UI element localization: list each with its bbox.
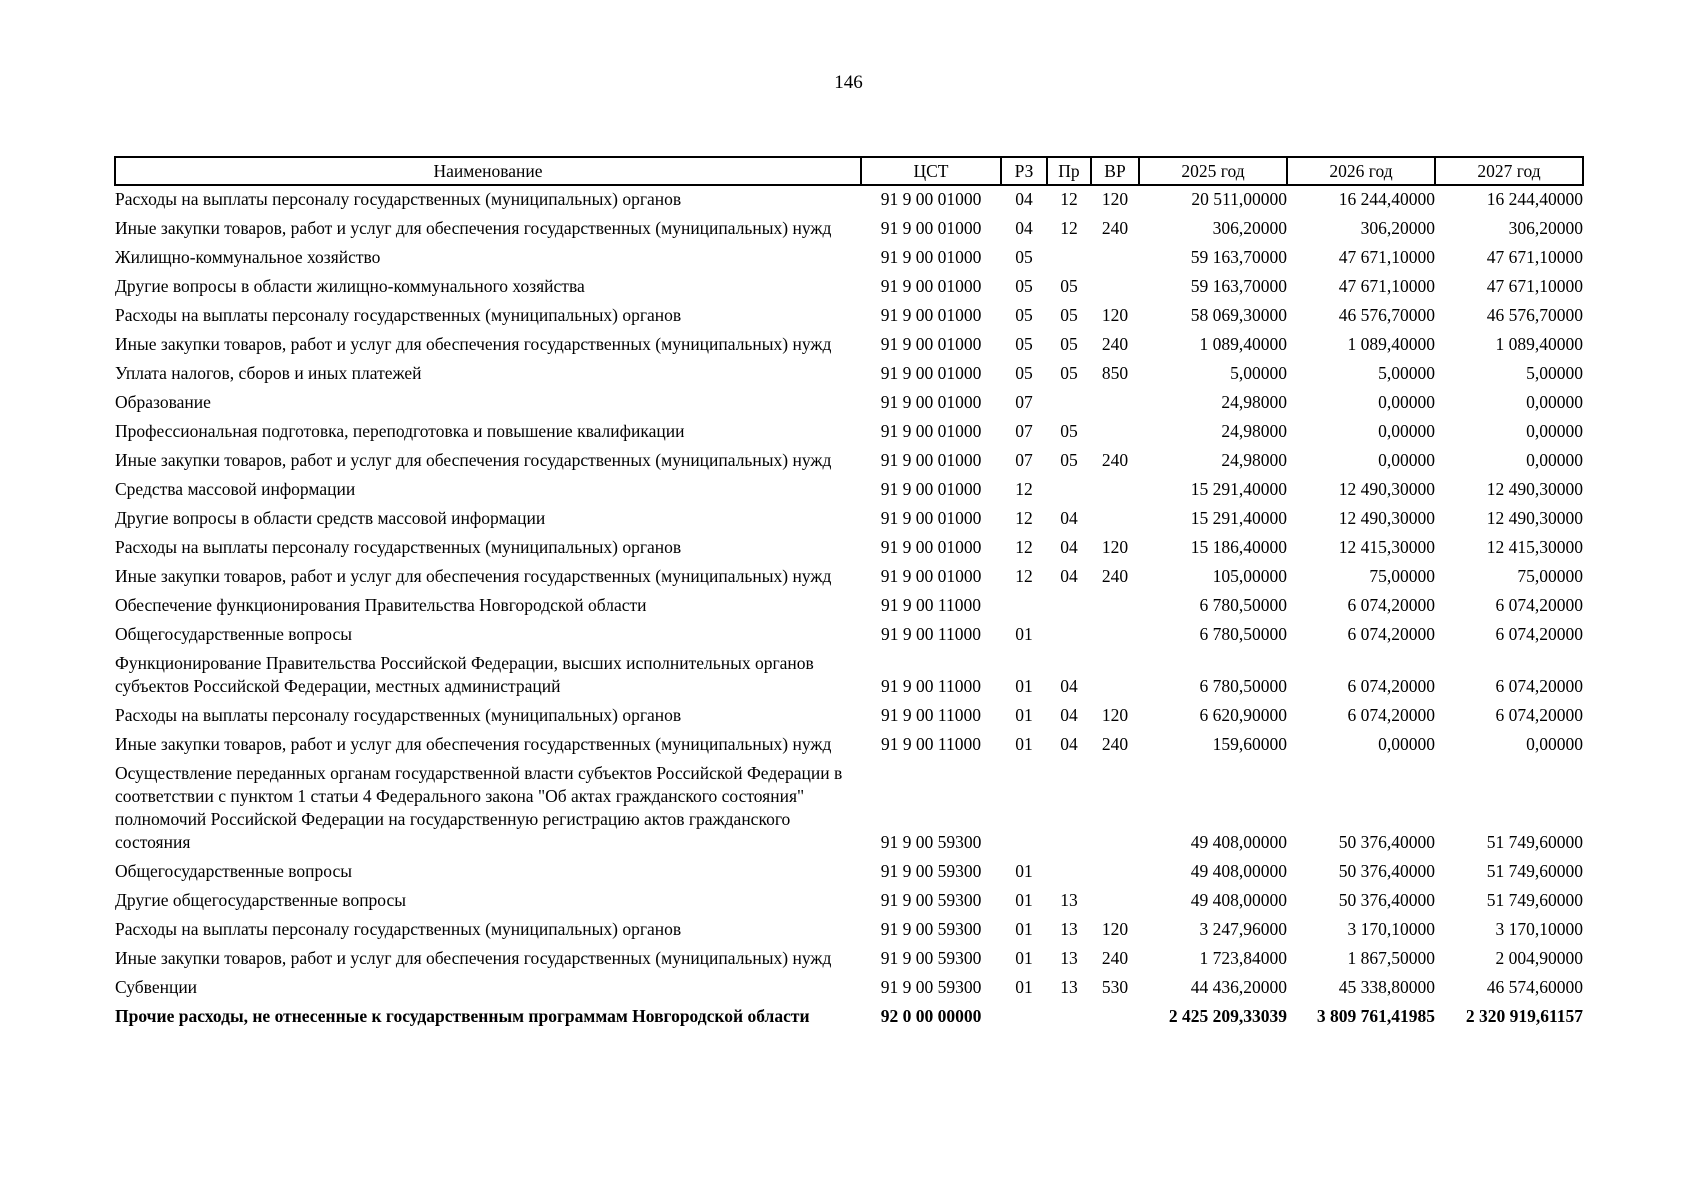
column-header-name: Наименование: [115, 157, 861, 185]
table-row: [115, 215, 1583, 244]
cell-cst: 91 9 00 01000: [880, 276, 982, 296]
cell-name: Средства массовой информации: [115, 479, 356, 499]
cell-name: Иные закупки товаров, работ и услуг для обеспечения государственных (муниципальных) нужд: [115, 334, 832, 354]
table-row: [115, 887, 1583, 916]
cell-2026: 3 170,10000: [1347, 919, 1435, 939]
cell-2025: 44 436,20000: [1190, 977, 1287, 997]
cell-2027: 12 415,30000: [1486, 537, 1583, 557]
cell-2025: 3 247,96000: [1199, 919, 1287, 939]
cell-2026: 6 074,20000: [1347, 676, 1435, 696]
cell-name: Другие общегосударственные вопросы: [115, 890, 407, 910]
cell-pr: [1047, 389, 1091, 418]
cell-2026: 1 867,50000: [1347, 948, 1435, 968]
cell-name: Образование: [115, 392, 211, 412]
cell-rz: 05: [1015, 334, 1033, 354]
cell-pr: 13: [1060, 890, 1078, 910]
cell-2026: 0,00000: [1378, 392, 1435, 412]
table-row: [115, 760, 1583, 858]
column-header-rz: РЗ: [1001, 157, 1047, 185]
cell-name: Расходы на выплаты персоналу государственных (муниципальных) органов: [115, 189, 682, 209]
cell-name: Уплата налогов, сборов и иных платежей: [115, 363, 422, 383]
cell-name: Расходы на выплаты персоналу государственных (муниципальных) органов: [115, 537, 682, 557]
table-row: [115, 945, 1583, 974]
cell-vr: 240: [1101, 334, 1129, 354]
cell-pr: 05: [1060, 363, 1078, 383]
cell-pr: 05: [1060, 334, 1078, 354]
cell-vr: 120: [1101, 537, 1129, 557]
cell-2026: 75,00000: [1369, 566, 1435, 586]
table-row: [115, 1003, 1583, 1032]
table-row: [115, 858, 1583, 887]
cell-name: Осуществление переданных органам государственной власти субъектов Российской Федерации в соответствии с пунктом 1 статьи 4 Федерального закона "Об актах гражданского состояния" полномочий Российской Федерации на государственную регистрацию актов гражданского состояния: [115, 763, 843, 852]
cell-2025: 159,60000: [1212, 734, 1287, 754]
cell-name: Иные закупки товаров, работ и услуг для обеспечения государственных (муниципальных) нужд: [115, 218, 832, 238]
table-row: [115, 702, 1583, 731]
table-row: [115, 974, 1583, 1003]
cell-2026: 0,00000: [1378, 450, 1435, 470]
table-row: [115, 731, 1583, 760]
cell-cst: 91 9 00 01000: [880, 305, 982, 325]
cell-2025: 15 291,40000: [1190, 479, 1287, 499]
cell-vr: [1091, 244, 1139, 273]
cell-name: Другие вопросы в области средств массовой информации: [115, 508, 546, 528]
table-row: [115, 534, 1583, 563]
cell-2026: 47 671,10000: [1338, 276, 1435, 296]
cell-pr: [1047, 858, 1091, 887]
cell-2025: 5,00000: [1230, 363, 1287, 383]
column-header-vr: ВР: [1091, 157, 1139, 185]
cell-pr: [1047, 760, 1091, 858]
cell-2026: 12 490,30000: [1338, 508, 1435, 528]
page-number: 146: [834, 72, 863, 93]
cell-vr: 240: [1101, 948, 1129, 968]
cell-2027: 46 574,60000: [1486, 977, 1583, 997]
cell-2026: 12 415,30000: [1338, 537, 1435, 557]
cell-pr: 13: [1060, 948, 1078, 968]
cell-vr: [1091, 273, 1139, 302]
cell-2027: 75,00000: [1517, 566, 1583, 586]
cell-2027: 51 749,60000: [1486, 890, 1583, 910]
table-row: [115, 360, 1583, 389]
cell-2026: 306,20000: [1360, 218, 1435, 238]
cell-vr: 530: [1101, 977, 1129, 997]
cell-2027: 51 749,60000: [1486, 832, 1583, 852]
cell-2025: 20 511,00000: [1191, 189, 1287, 209]
cell-pr: 04: [1060, 676, 1078, 696]
cell-2027: 0,00000: [1526, 421, 1583, 441]
cell-2027: 6 074,20000: [1495, 624, 1583, 644]
table-row: [115, 563, 1583, 592]
cell-rz: 01: [1015, 861, 1033, 881]
cell-2025: 49 408,00000: [1190, 861, 1287, 881]
cell-name: Иные закупки товаров, работ и услуг для обеспечения государственных (муниципальных) нужд: [115, 948, 832, 968]
cell-2027: 6 074,20000: [1495, 705, 1583, 725]
cell-2027: 46 576,70000: [1486, 305, 1583, 325]
cell-vr: 240: [1101, 566, 1129, 586]
cell-2027: 6 074,20000: [1495, 676, 1583, 696]
cell-rz: [1001, 760, 1047, 858]
table-row: [115, 916, 1583, 945]
cell-rz: 01: [1015, 705, 1033, 725]
cell-cst: 91 9 00 01000: [880, 392, 982, 412]
cell-cst: 91 9 00 59300: [880, 948, 982, 968]
cell-cst: 91 9 00 01000: [880, 218, 982, 238]
cell-vr: [1091, 1003, 1139, 1032]
cell-2026: 6 074,20000: [1347, 624, 1435, 644]
cell-vr: 120: [1101, 919, 1129, 939]
cell-pr: 13: [1060, 977, 1078, 997]
column-header-pr: Пр: [1047, 157, 1091, 185]
cell-vr: [1091, 887, 1139, 916]
cell-2027: 47 671,10000: [1486, 276, 1583, 296]
cell-pr: 12: [1060, 189, 1078, 209]
cell-pr: [1047, 592, 1091, 621]
cell-pr: [1047, 621, 1091, 650]
cell-rz: 07: [1015, 450, 1033, 470]
cell-rz: 05: [1015, 305, 1033, 325]
cell-2025: 24,98000: [1221, 421, 1287, 441]
cell-vr: [1091, 621, 1139, 650]
cell-pr: 05: [1060, 276, 1078, 296]
cell-pr: 05: [1060, 421, 1078, 441]
cell-2025: 49 408,00000: [1190, 890, 1287, 910]
cell-2027: 2 320 919,61157: [1465, 1006, 1583, 1026]
table-body: [115, 185, 1583, 1032]
cell-rz: 04: [1015, 189, 1033, 209]
cell-2026: 50 376,40000: [1338, 861, 1435, 881]
cell-rz: 01: [1015, 919, 1033, 939]
cell-vr: 240: [1101, 450, 1129, 470]
cell-cst: 91 9 00 01000: [880, 537, 982, 557]
cell-cst: 92 0 00 00000: [880, 1006, 982, 1026]
cell-2026: 5,00000: [1378, 363, 1435, 383]
cell-name: Общегосударственные вопросы: [115, 861, 353, 881]
cell-name: Иные закупки товаров, работ и услуг для обеспечения государственных (муниципальных) нужд: [115, 566, 832, 586]
cell-2027: 1 089,40000: [1495, 334, 1583, 354]
cell-cst: 91 9 00 59300: [880, 890, 982, 910]
table-row: [115, 185, 1583, 215]
cell-2026: 1 089,40000: [1347, 334, 1435, 354]
cell-vr: 240: [1101, 218, 1129, 238]
column-header-cst: ЦСТ: [861, 157, 1001, 185]
cell-cst: 91 9 00 59300: [880, 861, 982, 881]
cell-vr: 850: [1101, 363, 1129, 383]
cell-cst: 91 9 00 01000: [880, 508, 982, 528]
cell-pr: [1047, 476, 1091, 505]
cell-2025: 58 069,30000: [1190, 305, 1287, 325]
cell-name: Расходы на выплаты персоналу государственных (муниципальных) органов: [115, 305, 682, 325]
column-header-2025: 2025 год: [1139, 157, 1287, 185]
cell-2027: 3 170,10000: [1495, 919, 1583, 939]
cell-cst: 91 9 00 59300: [880, 977, 982, 997]
cell-vr: [1091, 476, 1139, 505]
cell-2026: 16 244,40000: [1338, 189, 1435, 209]
cell-rz: 05: [1015, 247, 1033, 267]
cell-2026: 50 376,40000: [1338, 832, 1435, 852]
cell-pr: 04: [1060, 734, 1078, 754]
cell-rz: 12: [1015, 508, 1033, 528]
cell-2027: 12 490,30000: [1486, 508, 1583, 528]
cell-rz: 05: [1015, 276, 1033, 296]
cell-rz: 01: [1015, 676, 1033, 696]
cell-2027: 16 244,40000: [1486, 189, 1583, 209]
cell-name: Расходы на выплаты персоналу государственных (муниципальных) органов: [115, 919, 682, 939]
cell-2025: 59 163,70000: [1190, 276, 1287, 296]
cell-cst: 91 9 00 01000: [880, 189, 982, 209]
cell-pr: 04: [1060, 566, 1078, 586]
cell-2026: 47 671,10000: [1338, 247, 1435, 267]
cell-cst: 91 9 00 01000: [880, 247, 982, 267]
cell-vr: [1091, 418, 1139, 447]
cell-rz: 01: [1015, 734, 1033, 754]
cell-rz: 12: [1015, 537, 1033, 557]
cell-rz: 05: [1015, 363, 1033, 383]
cell-2027: 6 074,20000: [1495, 595, 1583, 615]
cell-2027: 2 004,90000: [1495, 948, 1583, 968]
cell-2025: 105,00000: [1212, 566, 1287, 586]
cell-pr: [1047, 1003, 1091, 1032]
cell-2025: 24,98000: [1221, 450, 1287, 470]
cell-rz: 01: [1015, 890, 1033, 910]
cell-name: Функционирование Правительства Российской Федерации, высших исполнительных органов субъектов Российской Федерации, местных администраций: [115, 653, 814, 696]
table-row: [115, 650, 1583, 702]
cell-2025: 6 780,50000: [1199, 624, 1287, 644]
cell-rz: 01: [1015, 948, 1033, 968]
cell-2026: 45 338,80000: [1338, 977, 1435, 997]
column-header-2027: 2027 год: [1435, 157, 1583, 185]
cell-2026: 6 074,20000: [1347, 595, 1435, 615]
cell-vr: [1091, 650, 1139, 702]
cell-vr: [1091, 592, 1139, 621]
cell-cst: 91 9 00 01000: [880, 566, 982, 586]
cell-2025: 1 723,84000: [1199, 948, 1287, 968]
cell-vr: 120: [1101, 189, 1129, 209]
cell-2025: 6 620,90000: [1199, 705, 1287, 725]
cell-2025: 2 425 209,33039: [1168, 1006, 1287, 1026]
cell-pr: 12: [1060, 218, 1078, 238]
cell-2026: 50 376,40000: [1338, 890, 1435, 910]
cell-2026: 3 809 761,41985: [1316, 1006, 1435, 1026]
cell-2027: 306,20000: [1508, 218, 1583, 238]
cell-rz: 01: [1015, 977, 1033, 997]
cell-2025: 15 291,40000: [1190, 508, 1287, 528]
table-row: [115, 273, 1583, 302]
cell-cst: 91 9 00 59300: [880, 919, 982, 939]
table-row: [115, 621, 1583, 650]
cell-vr: 240: [1101, 734, 1129, 754]
cell-2025: 49 408,00000: [1190, 832, 1287, 852]
cell-rz: 01: [1015, 624, 1033, 644]
cell-2027: 51 749,60000: [1486, 861, 1583, 881]
cell-cst: 91 9 00 01000: [880, 479, 982, 499]
cell-pr: 04: [1060, 537, 1078, 557]
cell-rz: 07: [1015, 392, 1033, 412]
cell-2027: 5,00000: [1526, 363, 1583, 383]
cell-rz: [1001, 1003, 1047, 1032]
table-row: [115, 244, 1583, 273]
table-row: [115, 447, 1583, 476]
cell-cst: 91 9 00 11000: [881, 734, 981, 754]
cell-cst: 91 9 00 01000: [880, 334, 982, 354]
cell-rz: 12: [1015, 479, 1033, 499]
cell-cst: 91 9 00 59300: [880, 832, 982, 852]
cell-vr: [1091, 389, 1139, 418]
cell-2025: 1 089,40000: [1199, 334, 1287, 354]
column-header-2026: 2026 год: [1287, 157, 1435, 185]
cell-vr: 120: [1101, 305, 1129, 325]
cell-rz: 07: [1015, 421, 1033, 441]
cell-2025: 306,20000: [1212, 218, 1287, 238]
table-row: [115, 389, 1583, 418]
cell-vr: [1091, 858, 1139, 887]
table-row: [115, 476, 1583, 505]
table-row: [115, 505, 1583, 534]
cell-cst: 91 9 00 01000: [880, 421, 982, 441]
cell-2027: 0,00000: [1526, 450, 1583, 470]
cell-name: Иные закупки товаров, работ и услуг для обеспечения государственных (муниципальных) нужд: [115, 734, 832, 754]
cell-2027: 0,00000: [1526, 392, 1583, 412]
cell-name: Расходы на выплаты персоналу государственных (муниципальных) органов: [115, 705, 682, 725]
cell-2027: 12 490,30000: [1486, 479, 1583, 499]
cell-2025: 6 780,50000: [1199, 676, 1287, 696]
cell-pr: 04: [1060, 705, 1078, 725]
cell-2026: 12 490,30000: [1338, 479, 1435, 499]
cell-pr: 05: [1060, 450, 1078, 470]
cell-2027: 47 671,10000: [1486, 247, 1583, 267]
table-row: [115, 418, 1583, 447]
cell-rz: 12: [1015, 566, 1033, 586]
cell-vr: 120: [1101, 705, 1129, 725]
cell-cst: 91 9 00 01000: [880, 363, 982, 383]
cell-pr: 13: [1060, 919, 1078, 939]
cell-cst: 91 9 00 01000: [880, 450, 982, 470]
cell-rz: [1001, 592, 1047, 621]
cell-pr: 04: [1060, 508, 1078, 528]
budget-table: [114, 156, 1584, 1032]
cell-cst: 91 9 00 11000: [881, 595, 981, 615]
cell-cst: 91 9 00 11000: [881, 705, 981, 725]
cell-name: Жилищно-коммунальное хозяйство: [115, 247, 381, 267]
table-row: [115, 592, 1583, 621]
cell-2026: 0,00000: [1378, 734, 1435, 754]
cell-2025: 15 186,40000: [1190, 537, 1287, 557]
cell-2026: 0,00000: [1378, 421, 1435, 441]
cell-name: Другие вопросы в области жилищно-коммунального хозяйства: [115, 276, 585, 296]
cell-rz: 04: [1015, 218, 1033, 238]
cell-name: Прочие расходы, не отнесенные к государственным программам Новгородской области: [115, 1006, 810, 1026]
cell-2025: 59 163,70000: [1190, 247, 1287, 267]
cell-cst: 91 9 00 11000: [881, 676, 981, 696]
cell-vr: [1091, 760, 1139, 858]
cell-2026: 46 576,70000: [1338, 305, 1435, 325]
cell-name: Субвенции: [115, 977, 198, 997]
cell-name: Обеспечение функционирования Правительства Новгородской области: [115, 595, 647, 615]
cell-name: Иные закупки товаров, работ и услуг для обеспечения государственных (муниципальных) нужд: [115, 450, 832, 470]
cell-2025: 24,98000: [1221, 392, 1287, 412]
cell-vr: [1091, 505, 1139, 534]
table-row: [115, 331, 1583, 360]
table-row: [115, 302, 1583, 331]
cell-cst: 91 9 00 11000: [881, 624, 981, 644]
cell-name: Общегосударственные вопросы: [115, 624, 353, 644]
cell-pr: [1047, 244, 1091, 273]
table-header-row: [115, 157, 1583, 185]
cell-2025: 6 780,50000: [1199, 595, 1287, 615]
cell-2026: 6 074,20000: [1347, 705, 1435, 725]
cell-2027: 0,00000: [1526, 734, 1583, 754]
cell-pr: 05: [1060, 305, 1078, 325]
cell-name: Профессиональная подготовка, переподготовка и повышение квалификации: [115, 421, 685, 441]
